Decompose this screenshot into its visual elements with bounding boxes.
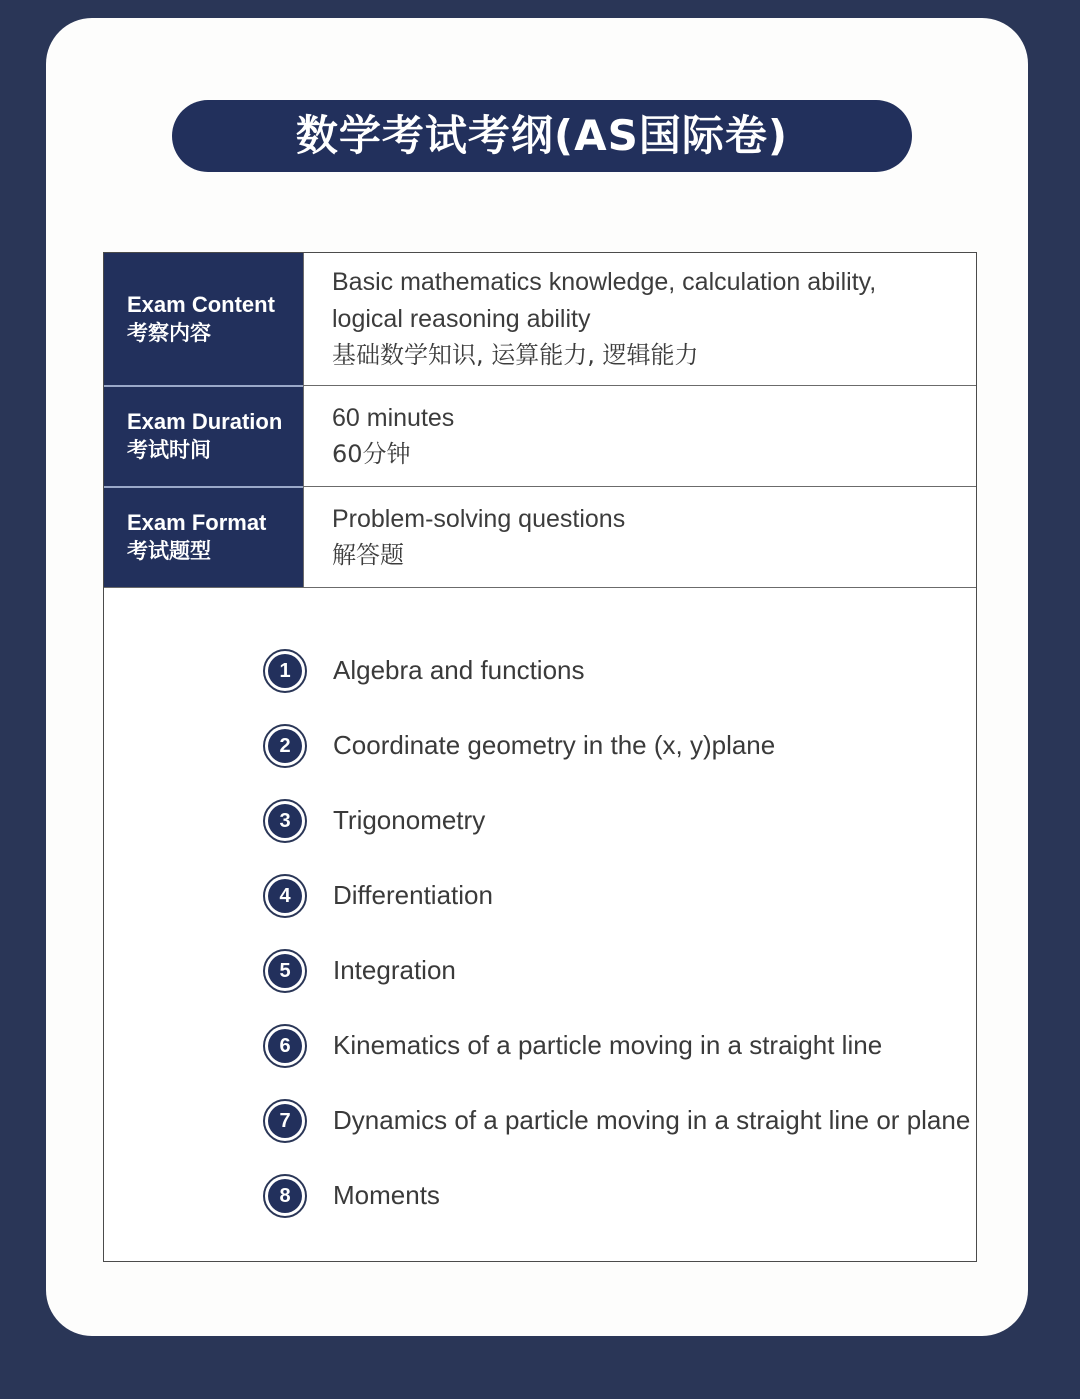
number-badge-icon [263,799,307,843]
list-item [104,1083,976,1158]
badge-number: 5 [268,954,302,988]
topic-label: Moments [333,1179,440,1210]
badge-number: 3 [268,804,302,838]
number-badge-icon [263,1024,307,1068]
exam-info-table [103,252,977,1262]
row-value-line: Basic mathematics knowledge, calculation ability, [332,268,877,297]
table-row [104,253,976,386]
topic-label: Integration [333,954,456,985]
number-badge-icon [263,724,307,768]
row-label-zh: 考试时间 [127,437,211,462]
row-label-exam-format [104,487,303,587]
topic-label: Coordinate geometry in the (x, y)plane [333,729,776,760]
row-value-exam-format [303,487,976,587]
list-item [104,933,976,1008]
row-value-exam-duration [303,386,976,486]
row-label-en: Exam Content [127,292,275,318]
number-badge-icon [263,874,307,918]
row-value-line: 60 minutes [332,403,455,432]
topic-list [104,588,976,1233]
table-row [104,386,976,487]
badge-number: 1 [268,654,302,688]
list-item [104,633,976,708]
list-item [104,858,976,933]
title-banner [172,100,912,172]
badge-number: 8 [268,1179,302,1213]
row-value-line: Problem-solving questions [332,504,626,533]
row-label-zh: 考察内容 [127,320,211,345]
row-label-en: Exam Format [127,510,267,536]
row-value-line-zh: 解答题 [332,540,404,569]
row-value-exam-content [303,253,976,385]
table-row [104,487,976,588]
row-label-en: Exam Duration [127,409,283,435]
topic-label: Differentiation [333,879,493,910]
list-item [104,783,976,858]
topic-label: Kinematics of a particle moving in a straight line [333,1029,883,1060]
badge-number: 4 [268,879,302,913]
row-value-line-zh: 60分钟 [332,439,411,468]
list-item [104,1158,976,1233]
topic-label: Dynamics of a particle moving in a straight line or plane [333,1104,971,1135]
badge-number: 7 [268,1104,302,1138]
number-badge-icon [263,949,307,993]
topic-label: Trigonometry [333,804,486,835]
row-label-exam-content [104,253,303,385]
badge-number: 2 [268,729,302,763]
number-badge-icon [263,1099,307,1143]
page-title: 数学考试考纲(AS国际卷) [295,111,789,160]
row-value-line-zh: 基础数学知识, 运算能力, 逻辑能力 [332,341,699,370]
row-label-zh: 考试题型 [127,538,211,563]
list-item [104,1008,976,1083]
badge-number: 6 [268,1029,302,1063]
list-item [104,708,976,783]
poster-card [46,18,1028,1336]
row-value-line: logical reasoning ability [332,305,591,334]
topic-label: Algebra and functions [333,654,585,685]
number-badge-icon [263,649,307,693]
number-badge-icon [263,1174,307,1218]
row-label-exam-duration [104,386,303,486]
